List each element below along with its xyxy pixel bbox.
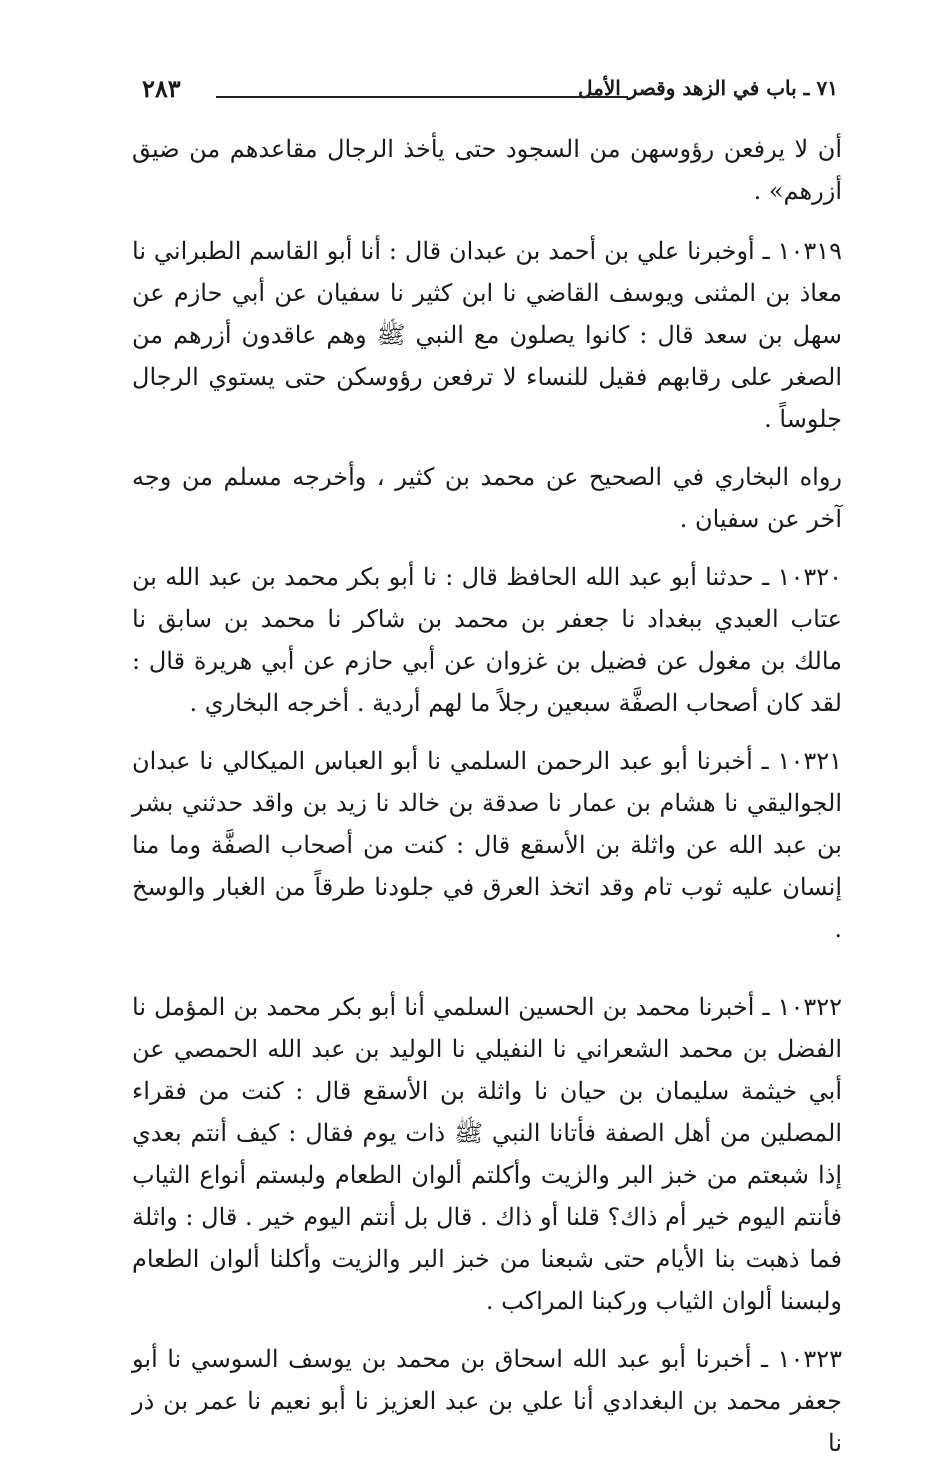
page-number: ٢٨٣ [142,74,181,103]
paragraph-hadith-10319: ١٠٣١٩ ـ أوخبرنا علي بن أحمد بن عبدان قال : أنا أبو القاسم الطبراني نا معاذ بن المثنى ويوسف القاضي نا ابن كثير نا سفيان عن أبي حازم عن سهل بن سعد قال : كانوا يصلون مع النبي ﷺ وهم عاقدون أزرهم من الصغر على رقابهم فقيل للنساء لا ترفعن رؤوسكن حتى يستوي الرجال جلوساً . [132,237,842,433]
paragraph-continuation: أن لا يرفعن رؤوسهن من السجود حتى يأخذ الرجال مقاعدهم من ضيق أزرهم» . [132,135,842,205]
paragraph-commentary: رواه البخاري في الصحيح عن محمد بن كثير ، وأخرجه مسلم من وجه آخر عن سفيان . [132,463,842,533]
page-body [132,128,842,1480]
paragraph-hadith-10321: ١٠٣٢١ ـ أخبرنا أبو عبد الرحمن السلمي نا أبو العباس الميكالي نا عبدان الجواليقي نا هشام بن عمار نا صدقة بن خالد نا زيد بن واقد حدثني بشر بن عبد الله عن واثلة بن الأسقع قال : كنت من أصحاب الصفَّة وما منا إنسان عليه ثوب تام وقد اتخذ العرق في جلودنا طرقاً من الغبار والوسخ . [132,747,842,943]
paragraph-hadith-10322: ١٠٣٢٢ ـ أخبرنا محمد بن الحسين السلمي أنا أبو بكر محمد بن المؤمل نا الفضل بن محمد الشعراني نا النفيلي نا الوليد بن عبد الله الحمصي عن أبي خيثمة سليمان بن حيان نا واثلة بن الأسقع قال : كنت من فقراء المصلين من أهل الصفة فأتانا النبي ﷺ ذات يوم فقال : كيف أنتم بعدي إذا شبعتم من خبز البر والزيت وأكلتم ألوان الطعام ولبستم أنواع الثياب فأنتم اليوم خير أم ذاك؟ قلنا أو ذاك . قال بل أنتم اليوم خير . قال : واثلة فما ذهبت بنا الأيام حتى شبعنا من خبز البر والزيت وأكلنا ألوان الطعام ولبسنا ألوان الثياب وركبنا المراكب . [132,993,842,1315]
paragraph-hadith-10320: ١٠٣٢٠ ـ حدثنا أبو عبد الله الحافظ قال : نا أبو بكر محمد بن عبد الله بن عتاب العبدي ببغداد نا جعفر بن محمد بن شاكر نا محمد بن سابق نا مالك بن مغول عن فضيل بن غزوان عن أبي حازم عن أبي هريرة قال : لقد كان أصحاب الصفَّة سبعين رجلاً ما لهم أردية . أخرجه البخاري . [132,563,842,717]
page-header [138,74,838,114]
paragraph-hadith-10323: ١٠٣٢٣ ـ أخبرنا أبو عبد الله اسحاق بن محمد بن يوسف السوسي نا أبو جعفر محمد بن البغدادي أنا علي بن عبد العزيز نا أبو نعيم نا عمر بن ذر نا [132,1345,842,1457]
header-rule [216,96,628,98]
chapter-title: ٧١ ـ باب في الزهد وقصر الأمل [578,76,838,100]
